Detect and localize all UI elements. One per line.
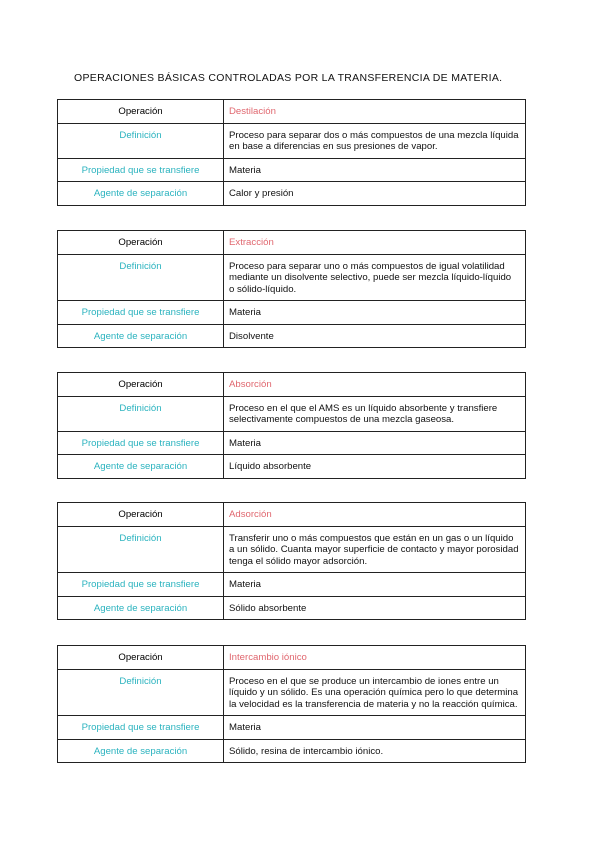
operacion-label: Operación [58, 100, 224, 124]
table-row [58, 669, 526, 716]
propiedad-label: Propiedad que se transfiere [58, 573, 224, 597]
table-row [58, 231, 526, 255]
definicion-label: Definición [58, 123, 224, 158]
agente-label: Agente de separación [58, 182, 224, 206]
operation-definition: Proceso para separar uno o más compuestos de igual volatilidad mediante un disolvente selectivo, puede ser mezcla líquido-líquido o sólido-líquido. [224, 254, 526, 301]
operation-name: Intercambio iónico [224, 646, 526, 670]
agente-label: Agente de separación [58, 596, 224, 620]
operation-name: Extracción [224, 231, 526, 255]
operation-definition: Transferir uno o más compuestos que están en un gas o un líquido a un sólido. Cuanta mayor superficie de contacto y mayor porosidad tenga el sólido mayor adsorción. [224, 526, 526, 573]
agente-label: Agente de separación [58, 324, 224, 348]
operacion-label: Operación [58, 231, 224, 255]
table-row [58, 596, 526, 620]
table-row [58, 526, 526, 573]
table-row [58, 254, 526, 301]
table-row [58, 123, 526, 158]
propiedad-label: Propiedad que se transfiere [58, 158, 224, 182]
operation-name: Absorción [224, 373, 526, 397]
table-row [58, 503, 526, 527]
operation-table-absorcion [57, 372, 526, 479]
operation-agent: Sólido, resina de intercambio iónico. [224, 739, 526, 763]
operation-agent: Calor y presión [224, 182, 526, 206]
table-row [58, 716, 526, 740]
operation-table-adsorcion [57, 502, 526, 620]
propiedad-label: Propiedad que se transfiere [58, 716, 224, 740]
table-row [58, 182, 526, 206]
operation-property: Materia [224, 716, 526, 740]
definicion-label: Definición [58, 254, 224, 301]
operation-agent: Sólido absorbente [224, 596, 526, 620]
operation-definition: Proceso en el que se produce un intercambio de iones entre un líquido y un sólido. Es una operación química pero lo que determina la velocidad es la transferencia de materia y no la reacción química. [224, 669, 526, 716]
definicion-label: Definición [58, 526, 224, 573]
propiedad-label: Propiedad que se transfiere [58, 301, 224, 325]
operation-table-extraccion [57, 230, 526, 348]
definicion-label: Definición [58, 396, 224, 431]
operation-agent: Disolvente [224, 324, 526, 348]
operacion-label: Operación [58, 373, 224, 397]
table-row [58, 455, 526, 479]
operation-definition: Proceso en el que el AMS es un líquido absorbente y transfiere selectivamente compuestos de una mezcla gaseosa. [224, 396, 526, 431]
operation-table-destilacion [57, 99, 526, 206]
operation-agent: Líquido absorbente [224, 455, 526, 479]
operation-property: Materia [224, 301, 526, 325]
operation-property: Materia [224, 431, 526, 455]
table-row [58, 396, 526, 431]
table-row [58, 100, 526, 124]
operacion-label: Operación [58, 503, 224, 527]
table-row [58, 324, 526, 348]
operation-table-intercambio-ionico [57, 645, 526, 763]
operation-name: Destilación [224, 100, 526, 124]
operation-property: Materia [224, 158, 526, 182]
table-row [58, 158, 526, 182]
operation-name: Adsorción [224, 503, 526, 527]
operation-property: Materia [224, 573, 526, 597]
table-row [58, 301, 526, 325]
table-row [58, 431, 526, 455]
page-title: OPERACIONES BÁSICAS CONTROLADAS POR LA TRANSFERENCIA DE MATERIA. [74, 72, 503, 84]
operacion-label: Operación [58, 646, 224, 670]
table-row [58, 739, 526, 763]
operation-definition: Proceso para separar dos o más compuestos de una mezcla líquida en base a diferencias en sus presiones de vapor. [224, 123, 526, 158]
agente-label: Agente de separación [58, 455, 224, 479]
definicion-label: Definición [58, 669, 224, 716]
table-row [58, 573, 526, 597]
propiedad-label: Propiedad que se transfiere [58, 431, 224, 455]
agente-label: Agente de separación [58, 739, 224, 763]
table-row [58, 373, 526, 397]
table-row [58, 646, 526, 670]
